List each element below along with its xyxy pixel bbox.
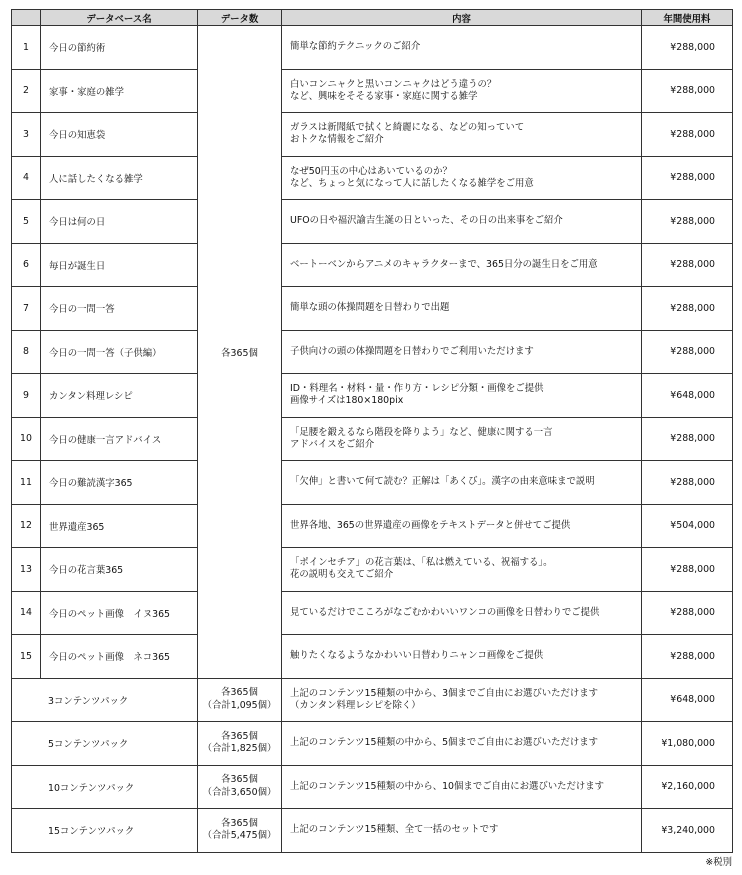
database-name: 家事・家庭の雑学 [41,69,198,113]
content-description: 「欠伸」と書いて何て読む？正解は「あくび」。漢字の由来意味まで説明 [282,461,642,505]
content-description: 子供向けの頭の体操問題を日替わりでご利用いただけます [282,330,642,374]
row-number: 14 [12,591,41,635]
pack-row [12,722,733,766]
row-number: 1 [12,26,41,70]
annual-fee: ¥288,000 [642,113,733,157]
table-row [12,548,733,592]
pack-row [12,678,733,722]
table-row [12,330,733,374]
row-number: 4 [12,156,41,200]
table-row [12,156,733,200]
row-number: 5 [12,200,41,244]
pack-description: 上記のコンテンツ15種類、全て一括のセットです [282,809,642,853]
database-name: 世界遺産365 [41,504,198,548]
header-content: 内容 [282,10,642,26]
table-row [12,26,733,70]
annual-fee: ¥288,000 [642,548,733,592]
database-name: 今日のペット画像 ネコ365 [41,635,198,679]
pack-description: 上記のコンテンツ15種類の中から、10個までご自由にお選びいただけます [282,765,642,809]
pricing-table [11,9,733,853]
annual-fee: ¥288,000 [642,417,733,461]
pack-annual-fee: ¥2,160,000 [642,765,733,809]
data-count: 各365個 [198,26,282,679]
content-description: UFOの日や福沢諭吉生誕の日といった、その日の出来事をご紹介 [282,200,642,244]
database-name: 今日の花言葉365 [41,548,198,592]
row-number: 15 [12,635,41,679]
pack-name: 3コンテンツパック [12,678,198,722]
header-database-name: データベース名 [41,10,198,26]
row-number: 11 [12,461,41,505]
annual-fee: ¥288,000 [642,156,733,200]
content-description: 白いコンニャクと黒いコンニャクはどう違うの？ など、興味をそそる家事・家庭に関する雑学 [282,69,642,113]
pack-data-count: 各365個 （合計5,475個） [198,809,282,853]
pack-row [12,765,733,809]
table-row [12,461,733,505]
database-name: 今日の知恵袋 [41,113,198,157]
row-number: 6 [12,243,41,287]
database-name: 今日の健康一言アドバイス [41,417,198,461]
content-description: なぜ50円玉の中心はあいているのか？ など、ちょっと気になって人に話したくなる雑学をご用意 [282,156,642,200]
table-row [12,243,733,287]
annual-fee: ¥288,000 [642,287,733,331]
pack-description: 上記のコンテンツ15種類の中から、5個までご自由にお選びいただけます [282,722,642,766]
row-number: 3 [12,113,41,157]
table-row [12,374,733,418]
content-description: ベートーベンからアニメのキャラクターまで、365日分の誕生日をご用意 [282,243,642,287]
content-description: 「足腰を鍛えるなら階段を降りよう」など、健康に関する一言 アドバイスをご紹介 [282,417,642,461]
table-header-row [12,10,733,26]
database-name: 今日の難読漢字365 [41,461,198,505]
database-name: カンタン料理レシピ [41,374,198,418]
table-row [12,113,733,157]
pack-data-count: 各365個 （合計1,825個） [198,722,282,766]
content-description: 簡単な節約テクニックのご紹介 [282,26,642,70]
annual-fee: ¥288,000 [642,461,733,505]
row-number: 10 [12,417,41,461]
row-number: 13 [12,548,41,592]
content-description: 見ているだけでこころがなごむかわいいワンコの画像を日替わりでご提供 [282,591,642,635]
pack-annual-fee: ¥1,080,000 [642,722,733,766]
table-row [12,200,733,244]
database-name: 今日のペット画像 イヌ365 [41,591,198,635]
table-row [12,591,733,635]
pack-description: 上記のコンテンツ15種類の中から、3個までご自由にお選びいただけます （カンタン料理レシピを除く） [282,678,642,722]
row-number: 2 [12,69,41,113]
database-name: 今日の一問一答（子供編） [41,330,198,374]
annual-fee: ¥288,000 [642,635,733,679]
annual-fee: ¥288,000 [642,330,733,374]
table-row [12,504,733,548]
pack-data-count: 各365個 （合計1,095個） [198,678,282,722]
database-name: 今日の一問一答 [41,287,198,331]
pack-annual-fee: ¥3,240,000 [642,809,733,853]
pack-name: 15コンテンツパック [12,809,198,853]
pack-annual-fee: ¥648,000 [642,678,733,722]
annual-fee: ¥504,000 [642,504,733,548]
annual-fee: ¥288,000 [642,591,733,635]
annual-fee: ¥648,000 [642,374,733,418]
header-number [12,10,41,26]
annual-fee: ¥288,000 [642,69,733,113]
row-number: 7 [12,287,41,331]
database-name: 今日は何の日 [41,200,198,244]
table-row [12,287,733,331]
content-description: 簡単な頭の体操問題を日替わりで出題 [282,287,642,331]
row-number: 8 [12,330,41,374]
database-name: 毎日が誕生日 [41,243,198,287]
content-description: ID・料理名・材料・量・作り方・レシピ分類・画像をご提供 画像サイズは180×180pix [282,374,642,418]
annual-fee: ¥288,000 [642,243,733,287]
content-description: ガラスは新聞紙で拭くと綺麗になる、などの知っていて おトクな情報をご紹介 [282,113,642,157]
table-row [12,69,733,113]
database-name: 今日の節約術 [41,26,198,70]
header-data-count: データ数 [198,10,282,26]
content-description: 世界各地、365の世界遺産の画像をテキストデータと併せてご提供 [282,504,642,548]
row-number: 12 [12,504,41,548]
pack-row [12,809,733,853]
annual-fee: ¥288,000 [642,200,733,244]
tax-note: ※税別 [705,857,732,868]
table-row [12,635,733,679]
database-name: 人に話したくなる雑学 [41,156,198,200]
pack-name: 5コンテンツパック [12,722,198,766]
row-number: 9 [12,374,41,418]
annual-fee: ¥288,000 [642,26,733,70]
content-description: 触りたくなるようなかわいい日替わりニャンコ画像をご提供 [282,635,642,679]
pack-name: 10コンテンツパック [12,765,198,809]
header-annual-fee: 年間使用料 [642,10,733,26]
content-description: 「ポインセチア」の花言葉は、「私は燃えている、祝福する」。 花の説明も交えてご紹介 [282,548,642,592]
pack-data-count: 各365個 （合計3,650個） [198,765,282,809]
table-row [12,417,733,461]
